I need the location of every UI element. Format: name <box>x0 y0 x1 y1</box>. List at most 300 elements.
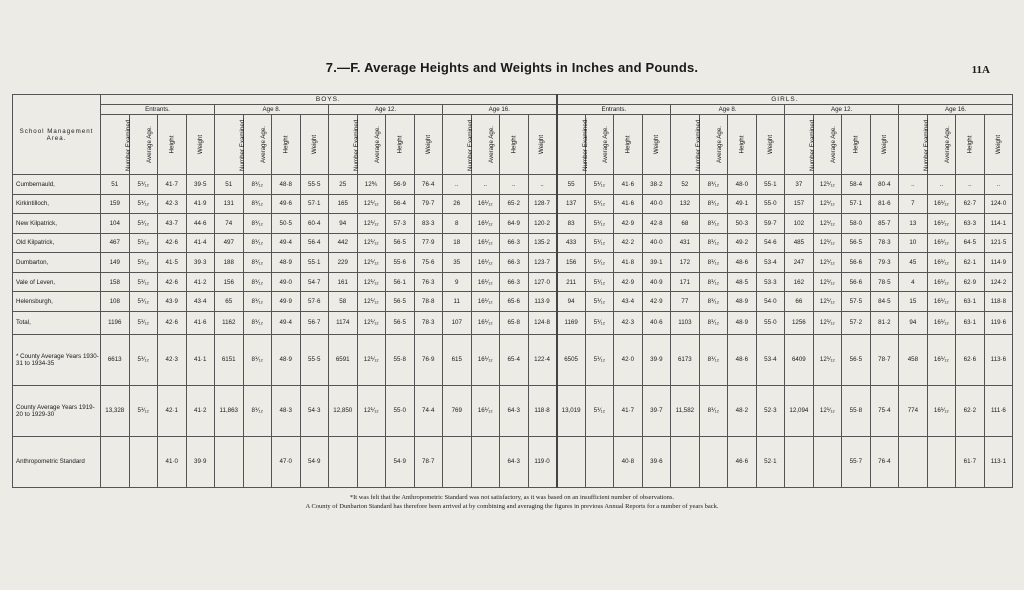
table-cell: 12⅟₁₂ <box>813 272 842 292</box>
table-cell: 49·4 <box>272 311 301 334</box>
table-cell: 41·7 <box>614 385 643 436</box>
column-header-label: Number Examined. <box>581 118 589 171</box>
column-header-label: Number Examined. <box>809 118 817 171</box>
column-header <box>528 115 557 175</box>
table-cell: 74 <box>215 214 244 234</box>
table-cell: 16⅟₁₂ <box>471 214 500 234</box>
table-cell: 53·4 <box>756 253 785 273</box>
table-cell: 122·4 <box>528 334 557 385</box>
table-cell: 37 <box>785 175 814 195</box>
table-cell: 12⅟₁₂ <box>813 175 842 195</box>
table-cell <box>813 436 842 487</box>
table-cell: 42·3 <box>158 334 187 385</box>
table-cell: 48·6 <box>728 253 757 273</box>
table-cell: 49·0 <box>272 272 301 292</box>
table-cell: 8⅟₁₂ <box>699 194 728 214</box>
table-row <box>13 436 1013 487</box>
table-cell: 41·2 <box>186 385 215 436</box>
column-header <box>728 115 757 175</box>
column-header-label: Weight <box>538 134 546 155</box>
table-cell: 12⅟₁₂ <box>357 233 386 253</box>
table-cell: 45 <box>899 253 928 273</box>
table-cell: 52 <box>671 175 700 195</box>
table-cell: 49·9 <box>272 292 301 312</box>
table-cell: 615 <box>443 334 472 385</box>
table-cell: 16⅟₁₂ <box>471 385 500 436</box>
column-header-label: Height <box>168 135 176 154</box>
table-cell: 46·6 <box>728 436 757 487</box>
area-name: Cumbernauld, <box>13 175 101 195</box>
table-cell: 5⅟₁₂ <box>129 385 158 436</box>
table-cell: 12⅗ <box>357 175 386 195</box>
table-cell: 5⅟₁₂ <box>129 175 158 195</box>
table-cell <box>243 436 272 487</box>
table-cell: 57·1 <box>842 194 871 214</box>
table-cell: 12,094 <box>785 385 814 436</box>
column-header <box>329 115 358 175</box>
table-cell: 58·0 <box>842 214 871 234</box>
table-cell: 64·3 <box>500 436 529 487</box>
table-cell: 43·7 <box>158 214 187 234</box>
table-cell <box>357 436 386 487</box>
table-cell: 156 <box>557 253 586 273</box>
table-cell: 8⅟₁₂ <box>699 334 728 385</box>
boys-group-header: Age 12. <box>329 105 443 115</box>
table-cell: 16⅟₁₂ <box>471 253 500 273</box>
table-cell: 65 <box>215 292 244 312</box>
table-cell: 55 <box>557 175 586 195</box>
table-cell: 11 <box>443 292 472 312</box>
table-cell: 35 <box>443 253 472 273</box>
table-cell: 39·7 <box>642 385 671 436</box>
table-cell: 39·9 <box>186 436 215 487</box>
table-cell: 55·1 <box>300 253 329 273</box>
table-cell: 50·5 <box>272 214 301 234</box>
table-cell: 18 <box>443 233 472 253</box>
girls-group-header: Age 12. <box>785 105 899 115</box>
heights-weights-table <box>12 94 1013 488</box>
table-cell: 41·6 <box>614 194 643 214</box>
table-cell: 64·5 <box>956 233 985 253</box>
table-cell: 42·0 <box>614 334 643 385</box>
page-title: 7.—F. Average Heights and Weights in Inches and Pounds. <box>325 60 699 75</box>
table-cell: 458 <box>899 334 928 385</box>
table-cell: 39·9 <box>642 334 671 385</box>
column-header <box>813 115 842 175</box>
table-cell: 48·9 <box>272 334 301 385</box>
table-cell: 39·5 <box>186 175 215 195</box>
table-cell: 42·2 <box>614 233 643 253</box>
table-cell: .. <box>443 175 472 195</box>
table-cell: .. <box>927 175 956 195</box>
table-cell: 94 <box>557 292 586 312</box>
table-cell: 12⅟₁₂ <box>813 334 842 385</box>
table-cell: 4 <box>899 272 928 292</box>
table-cell: 94 <box>329 214 358 234</box>
table-cell: 56·4 <box>386 194 415 214</box>
table-cell: 131 <box>215 194 244 214</box>
table-cell: 12⅟₁₂ <box>813 385 842 436</box>
column-header-label: Number Examined. <box>124 118 132 171</box>
table-cell: 56·1 <box>386 272 415 292</box>
boys-group-header: Age 16. <box>443 105 557 115</box>
table-cell: 58·4 <box>842 175 871 195</box>
table-cell <box>899 436 928 487</box>
table-cell: 8⅟₁₂ <box>699 385 728 436</box>
table-cell: 54·9 <box>386 436 415 487</box>
table-cell: 113·9 <box>528 292 557 312</box>
table-cell: 102 <box>785 214 814 234</box>
column-header-label: Weight <box>994 134 1002 155</box>
table-cell: 442 <box>329 233 358 253</box>
table-cell: 55·8 <box>386 334 415 385</box>
table-cell: 56·5 <box>386 292 415 312</box>
table-cell: 78·7 <box>870 334 899 385</box>
table-cell: 40·6 <box>642 311 671 334</box>
table-cell: 48·0 <box>728 175 757 195</box>
table-cell: .. <box>471 175 500 195</box>
table-cell: 12⅟₁₂ <box>357 253 386 273</box>
column-header-label: Height <box>966 135 974 154</box>
table-cell: 12⅟₁₂ <box>813 253 842 273</box>
table-cell: 78·8 <box>414 292 443 312</box>
table-cell: 8⅟₁₂ <box>243 194 272 214</box>
girls-group-header: Entrants. <box>557 105 671 115</box>
table-cell <box>785 436 814 487</box>
table-cell: 5⅟₁₂ <box>129 194 158 214</box>
table-cell: 78·3 <box>870 233 899 253</box>
table-cell: 25 <box>329 175 358 195</box>
table-cell: 13 <box>899 214 928 234</box>
table-cell: 84·5 <box>870 292 899 312</box>
table-cell <box>329 436 358 487</box>
table-cell: .. <box>899 175 928 195</box>
table-cell: 83·3 <box>414 214 443 234</box>
column-header <box>414 115 443 175</box>
table-cell: 56·6 <box>842 253 871 273</box>
table-cell: 16⅟₁₂ <box>471 334 500 385</box>
column-header <box>699 115 728 175</box>
column-header-label: Weight <box>424 134 432 155</box>
column-header-label: Number Examined. <box>238 118 246 171</box>
table-cell: 52·3 <box>756 385 785 436</box>
table-cell: 48·2 <box>728 385 757 436</box>
table-row <box>13 292 1013 312</box>
table-cell: 56·7 <box>300 311 329 334</box>
table-cell: 40·8 <box>614 436 643 487</box>
table-cell: 65·4 <box>500 334 529 385</box>
table-cell: 48·3 <box>272 385 301 436</box>
area-name: Total, <box>13 311 101 334</box>
table-cell: 62·6 <box>956 334 985 385</box>
column-header-label: Average Age. <box>487 125 495 164</box>
column-header-label: Height <box>510 135 518 154</box>
table-cell: 8⅟₁₂ <box>699 292 728 312</box>
table-cell: 55·0 <box>756 194 785 214</box>
table-cell: 8⅟₁₂ <box>243 334 272 385</box>
table-cell: 75·4 <box>870 385 899 436</box>
table-cell: 66·3 <box>500 272 529 292</box>
boys-header: BOYS. <box>101 95 557 105</box>
table-cell: 16⅟₁₂ <box>927 194 956 214</box>
table-cell: 108 <box>101 292 130 312</box>
table-cell: 54·6 <box>756 233 785 253</box>
table-cell: 57·2 <box>842 311 871 334</box>
table-cell: 62·2 <box>956 385 985 436</box>
column-header-label: Weight <box>652 134 660 155</box>
table-cell: 119·6 <box>984 311 1013 334</box>
table-cell: 79·7 <box>414 194 443 214</box>
table-cell: 61·7 <box>956 436 985 487</box>
boys-group-header: Entrants. <box>101 105 215 115</box>
table-cell: 118·8 <box>984 292 1013 312</box>
table-cell: 5⅟₁₂ <box>585 253 614 273</box>
table-cell: 55·0 <box>386 385 415 436</box>
table-cell: 5⅟₁₂ <box>129 272 158 292</box>
table-cell: 8⅟₁₂ <box>699 175 728 195</box>
table-row <box>13 233 1013 253</box>
table-cell: 48·9 <box>728 292 757 312</box>
table-cell: 16⅟₁₂ <box>927 272 956 292</box>
table-cell: 42·6 <box>158 233 187 253</box>
table-cell: 51 <box>215 175 244 195</box>
table-cell: 39·6 <box>642 436 671 487</box>
table-cell: 247 <box>785 253 814 273</box>
column-header-label: Average Age. <box>373 125 381 164</box>
table-cell: 158 <box>101 272 130 292</box>
table-cell: 64·9 <box>500 214 529 234</box>
table-cell: 65·6 <box>500 292 529 312</box>
table-cell: 63·1 <box>956 311 985 334</box>
table-cell: 113·6 <box>984 334 1013 385</box>
column-header <box>842 115 871 175</box>
table-cell: 12⅟₁₂ <box>357 385 386 436</box>
table-cell: 16⅟₁₂ <box>927 292 956 312</box>
table-cell: 57·3 <box>386 214 415 234</box>
table-cell: 42·9 <box>642 292 671 312</box>
table-cell: 66·3 <box>500 253 529 273</box>
table-cell: 107 <box>443 311 472 334</box>
boys-group-header: Age 8. <box>215 105 329 115</box>
column-header <box>471 115 500 175</box>
table-cell: 16⅟₁₂ <box>471 233 500 253</box>
table-cell: 120·2 <box>528 214 557 234</box>
table-cell: 8 <box>443 214 472 234</box>
table-cell: 135·2 <box>528 233 557 253</box>
table-cell: 38·2 <box>642 175 671 195</box>
table-cell: 41·4 <box>186 233 215 253</box>
column-header <box>756 115 785 175</box>
table-cell: 57·5 <box>842 292 871 312</box>
table-cell: 42·3 <box>158 194 187 214</box>
table-cell: 12⅟₁₂ <box>813 233 842 253</box>
footnote-1: *It was felt that the Anthropometric Standard was not satisfactory, as it was based on an insufficient number of observations. <box>349 494 675 501</box>
table-cell: 60·4 <box>300 214 329 234</box>
table-cell: 64·3 <box>500 385 529 436</box>
table-cell: 42·1 <box>158 385 187 436</box>
column-header <box>186 115 215 175</box>
table-cell: 118·8 <box>528 385 557 436</box>
column-header-label: Weight <box>766 134 774 155</box>
table-cell: 76·3 <box>414 272 443 292</box>
table-cell: 11,863 <box>215 385 244 436</box>
table-row <box>13 334 1013 385</box>
table-cell: 54·9 <box>300 436 329 487</box>
table-cell: 8⅟₁₂ <box>243 385 272 436</box>
table-cell: 1162 <box>215 311 244 334</box>
table-cell: 55·5 <box>300 175 329 195</box>
table-cell: 55·0 <box>756 311 785 334</box>
table-cell: 62·1 <box>956 253 985 273</box>
table-cell: 1196 <box>101 311 130 334</box>
column-header-label: Average Age. <box>943 125 951 164</box>
table-cell: 56·9 <box>386 175 415 195</box>
area-name: Kirkintilloch, <box>13 194 101 214</box>
table-cell: 8⅟₁₂ <box>699 214 728 234</box>
table-cell: 56·5 <box>842 334 871 385</box>
table-cell: 12⅟₁₂ <box>357 334 386 385</box>
table-cell: 128·7 <box>528 194 557 214</box>
column-header <box>956 115 985 175</box>
column-header-label: Height <box>738 135 746 154</box>
area-name: County Average Years 1919-20 to 1929-30 <box>13 385 101 436</box>
table-cell: 5⅟₁₂ <box>129 292 158 312</box>
table-cell: 211 <box>557 272 586 292</box>
table-cell: 80·4 <box>870 175 899 195</box>
table-cell: 188 <box>215 253 244 273</box>
table-cell: 42·6 <box>158 272 187 292</box>
table-cell: 41·6 <box>186 311 215 334</box>
table-row <box>13 253 1013 273</box>
table-cell: 11,582 <box>671 385 700 436</box>
column-header-label: Number Examined. <box>923 118 931 171</box>
table-cell: 62·9 <box>956 272 985 292</box>
page-number: 11A <box>971 64 990 76</box>
table-cell: 42·8 <box>642 214 671 234</box>
table-cell: .. <box>528 175 557 195</box>
table-cell: 5⅟₁₂ <box>585 233 614 253</box>
table-cell: 5⅟₁₂ <box>129 214 158 234</box>
table-cell: 5⅟₁₂ <box>585 272 614 292</box>
table-cell: 172 <box>671 253 700 273</box>
table-cell: 77 <box>671 292 700 312</box>
table-row <box>13 385 1013 436</box>
column-header <box>642 115 671 175</box>
table-row <box>13 311 1013 334</box>
table-cell <box>443 436 472 487</box>
table-cell: 56·5 <box>842 233 871 253</box>
column-header-label: Average Age. <box>829 125 837 164</box>
table-cell: 48·6 <box>728 334 757 385</box>
table-cell: 83 <box>557 214 586 234</box>
table-cell: 10 <box>899 233 928 253</box>
table-cell: 123·7 <box>528 253 557 273</box>
column-header <box>357 115 386 175</box>
column-header-label: Weight <box>310 134 318 155</box>
table-cell: 8⅟₁₂ <box>243 292 272 312</box>
table-cell: 1256 <box>785 311 814 334</box>
table-cell: 53·4 <box>756 334 785 385</box>
table-cell: 6173 <box>671 334 700 385</box>
table-cell: 8⅟₁₂ <box>243 311 272 334</box>
table-cell: 149 <box>101 253 130 273</box>
table-cell: 55·6 <box>386 253 415 273</box>
column-header <box>272 115 301 175</box>
table-cell: 42·3 <box>614 311 643 334</box>
table-cell: 81·2 <box>870 311 899 334</box>
table-cell: 161 <box>329 272 358 292</box>
column-header <box>243 115 272 175</box>
table-cell: 7 <box>899 194 928 214</box>
table-cell: 229 <box>329 253 358 273</box>
table-cell: 42·9 <box>614 214 643 234</box>
table-cell: 41·0 <box>158 436 187 487</box>
table-cell: 485 <box>785 233 814 253</box>
column-header <box>158 115 187 175</box>
table-cell: 16⅟₁₂ <box>471 194 500 214</box>
table-row <box>13 175 1013 195</box>
column-header-label: Weight <box>196 134 204 155</box>
table-cell: 77·9 <box>414 233 443 253</box>
table-cell: 8⅟₁₂ <box>243 253 272 273</box>
table-cell: 165 <box>329 194 358 214</box>
table-cell: .. <box>984 175 1013 195</box>
table-cell: 114·9 <box>984 253 1013 273</box>
column-header-label: Number Examined. <box>466 118 474 171</box>
table-cell: 6151 <box>215 334 244 385</box>
column-header-label: Number Examined. <box>352 118 360 171</box>
table-cell: 53·3 <box>756 272 785 292</box>
table-cell <box>585 436 614 487</box>
table-cell <box>927 436 956 487</box>
girls-group-header: Age 8. <box>671 105 785 115</box>
table-cell: 43·9 <box>158 292 187 312</box>
column-header <box>300 115 329 175</box>
column-header-label: Average Age. <box>259 125 267 164</box>
column-header-label: Average Age. <box>601 125 609 164</box>
column-header <box>585 115 614 175</box>
table-cell: 43·4 <box>186 292 215 312</box>
table-cell: 5⅟₁₂ <box>129 253 158 273</box>
table-cell: 65·2 <box>500 194 529 214</box>
table-cell: 42·6 <box>158 311 187 334</box>
table-cell: 8⅟₁₂ <box>699 253 728 273</box>
table-cell: 9 <box>443 272 472 292</box>
table-cell: 59·7 <box>756 214 785 234</box>
column-header <box>870 115 899 175</box>
table-row <box>13 214 1013 234</box>
table-cell: 94 <box>899 311 928 334</box>
column-header <box>927 115 956 175</box>
table-cell: 57·1 <box>300 194 329 214</box>
table-cell: 132 <box>671 194 700 214</box>
table-cell: .. <box>956 175 985 195</box>
table-cell: 12⅟₁₂ <box>357 311 386 334</box>
table-cell <box>215 436 244 487</box>
column-header <box>671 115 703 175</box>
table-cell: 104 <box>101 214 130 234</box>
table-cell: 49·2 <box>728 233 757 253</box>
table-cell: 26 <box>443 194 472 214</box>
table-cell: 41·8 <box>614 253 643 273</box>
table-cell: 40·9 <box>642 272 671 292</box>
table-cell: 56·6 <box>842 272 871 292</box>
table-cell: 68 <box>671 214 700 234</box>
table-cell: 85·7 <box>870 214 899 234</box>
table-cell: 49·6 <box>272 194 301 214</box>
table-cell: 6505 <box>557 334 586 385</box>
table-cell: 55·1 <box>756 175 785 195</box>
